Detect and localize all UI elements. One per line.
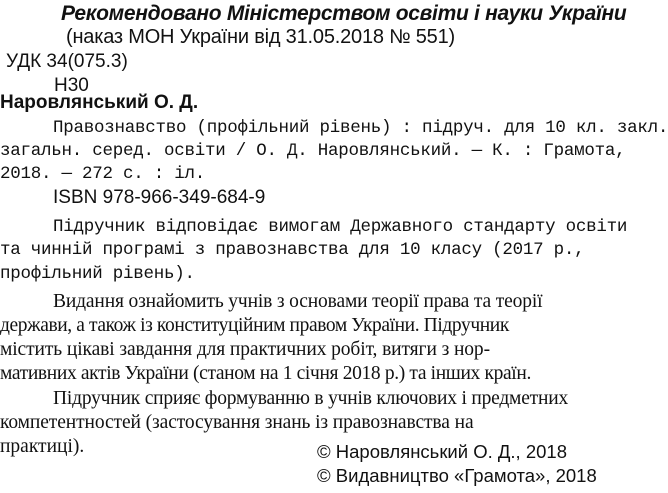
author-mark: Н30 (54, 75, 89, 96)
bibliographic-line: Правознавство (профільний рівень) : підруч. для 10 кл. закл. (53, 118, 668, 138)
annotation-line: та чинній програмі з правознавства для 10 класу (2017 р., (0, 240, 585, 260)
bibliographic-line: загальн. серед. освіти / О. Д. Наровлянський. — К. : Грамота, (0, 141, 626, 161)
annotation-line: Підручник відповідає вимогам Державного стандарту освіти (53, 217, 628, 237)
copyright-author: © Наровлянський О. Д., 2018 (317, 441, 567, 462)
isbn: ISBN 978-966-349-684-9 (53, 187, 266, 208)
author-heading: Наровлянський О. Д. (0, 92, 199, 113)
ministry-order: (наказ МОН України від 31.05.2018 № 551) (66, 26, 455, 48)
bibliographic-line: 2018. — 272 с. : іл. (0, 164, 206, 184)
copyright-publisher: © Видавництво «Грамота», 2018 (317, 465, 597, 486)
annotation-line: Видання ознайомить учнів з основами теорії права та теорії (53, 291, 543, 312)
annotation-line: практиці). (0, 436, 85, 457)
annotation-line: Підручник сприяє формуванню в учнів ключових і предметних (53, 388, 568, 409)
udk-code: УДК 34(075.3) (6, 51, 128, 72)
annotation-line: профільний рівень). (0, 264, 195, 284)
annotation-line: мативних актів України (станом на 1 січня 2018 р.) та інших країн. (0, 363, 531, 384)
annotation-line: держави, а також із конституційним правом України. Підручник (0, 315, 509, 336)
annotation-line: компетентностей (застосування знань із правознавства на (0, 412, 474, 433)
ministry-endorsement: Рекомендовано Міністерством освіти і науки України (61, 2, 627, 25)
annotation-line: містить цікаві завдання для практичних робіт, витяги з нор- (0, 339, 490, 360)
